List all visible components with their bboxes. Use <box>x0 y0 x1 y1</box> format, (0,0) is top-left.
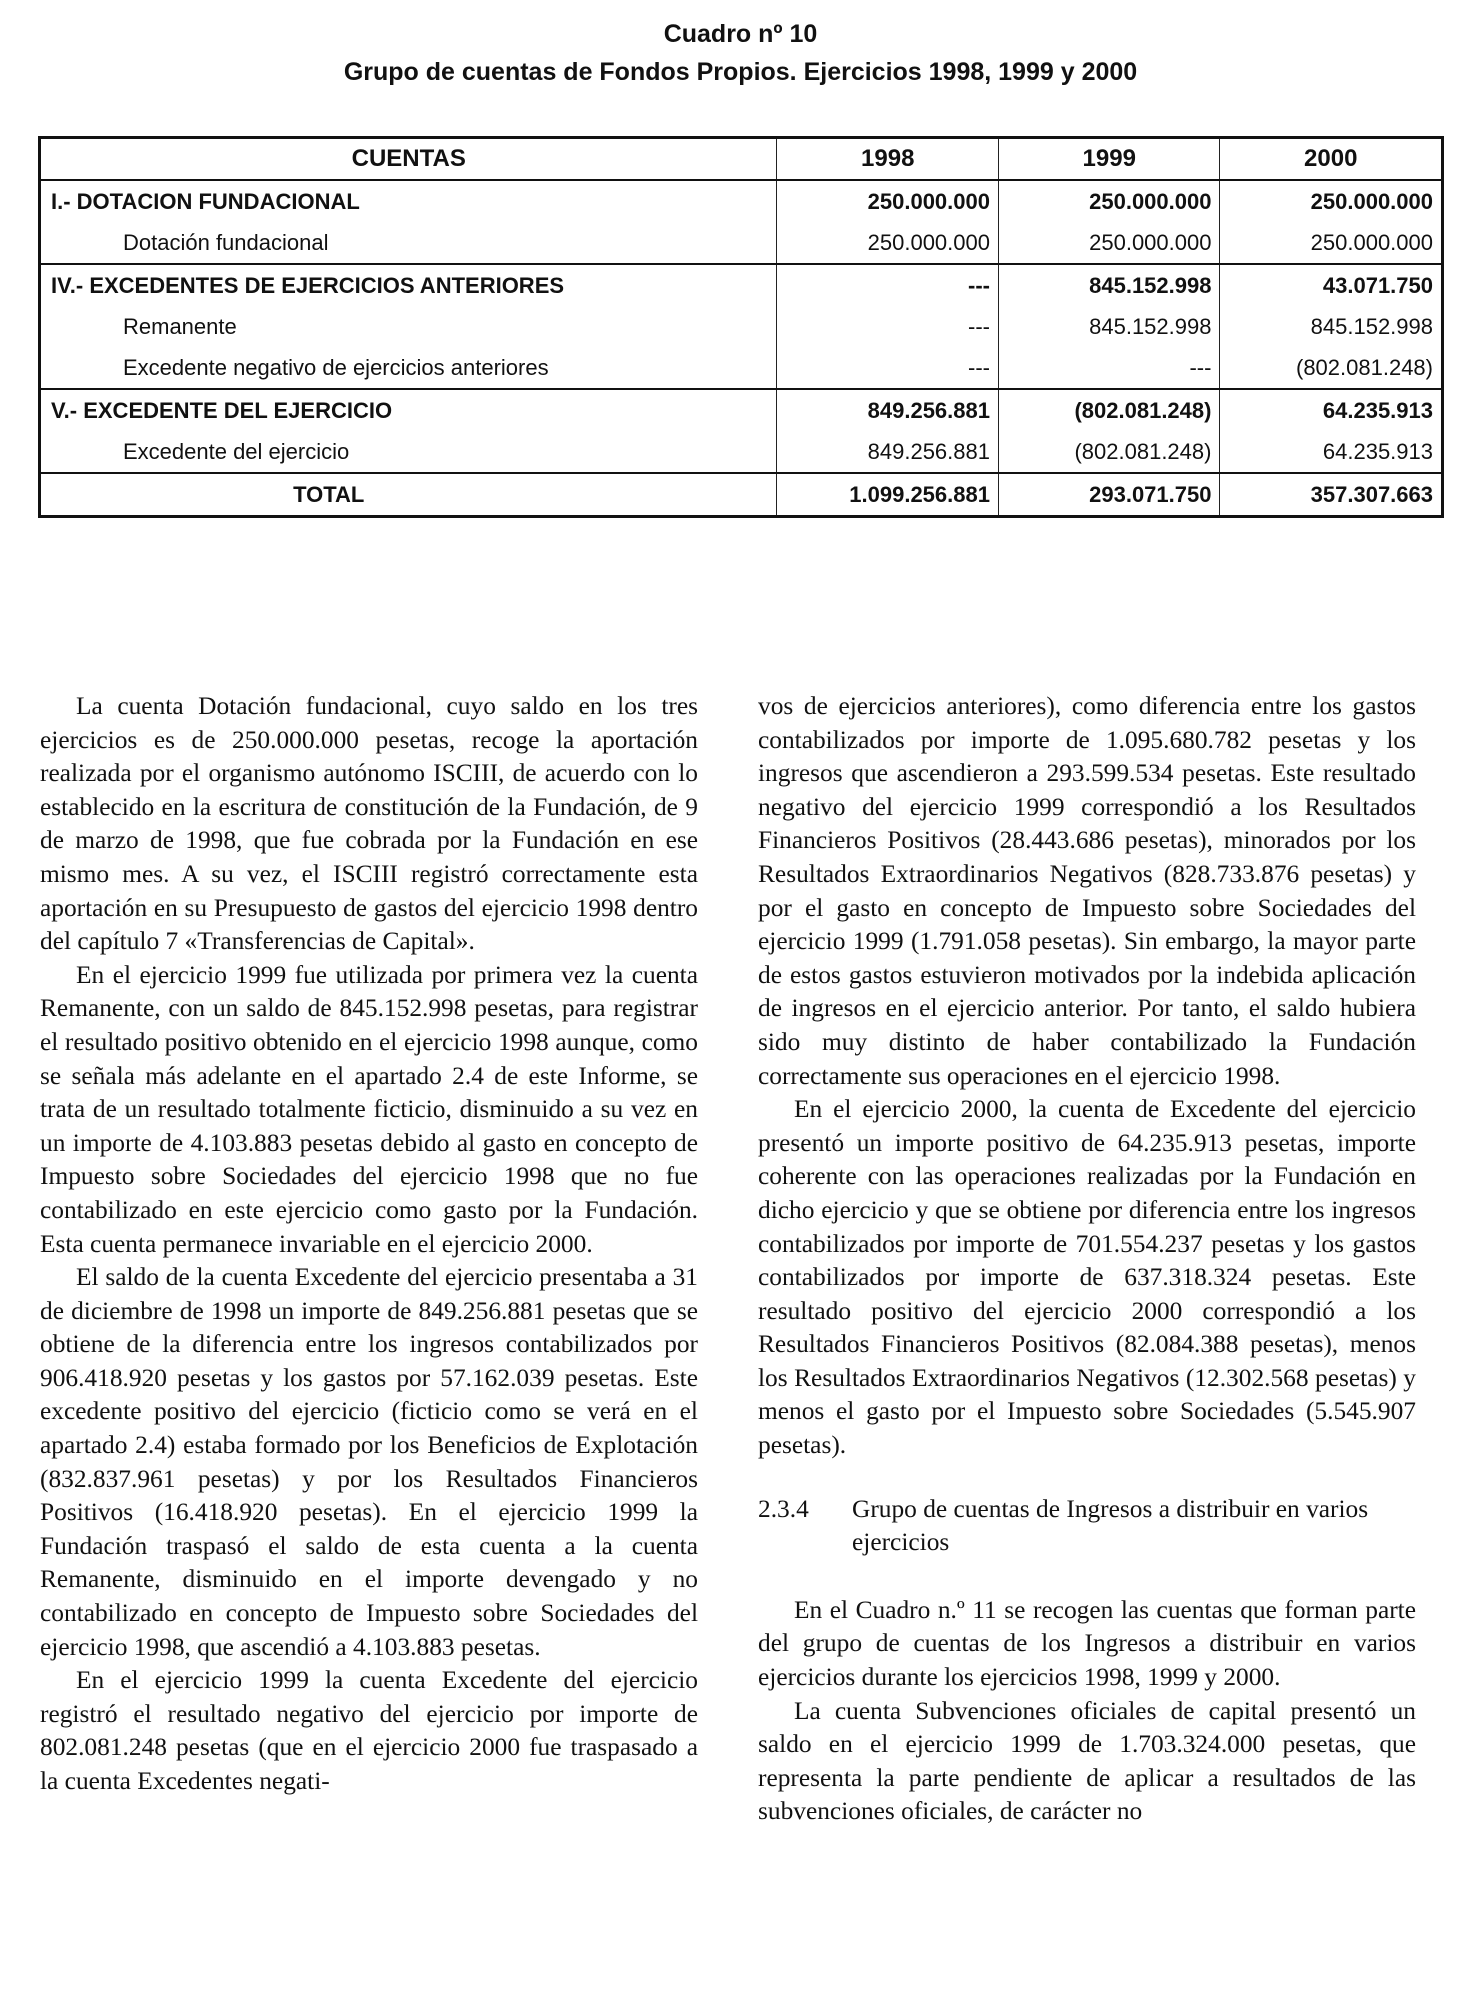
cell-1999: 845.152.998 <box>998 306 1219 347</box>
paragraph: En el ejercicio 2000, la cuenta de Excedente del ejercicio presentó un importe positivo de 64.235.913 pesetas, importe coherente con las operaciones realizadas por la Fundación en dicho ejercicio y que se obtiene por diferencia entre los ingresos contabilizados por importe de 701.554.237 pesetas y los gastos contabilizados por importe de 637.318.324 pesetas. Este resultado positivo del ejercicio 2000 correspondió a los Resultados Financieros Positivos (82.084.388 pesetas), menos los Resultados Extraordinarios Negativos (12.302.568 pesetas) y menos el gasto por el Impuesto sobre Sociedades (5.545.907 pesetas). <box>758 1095 1416 1460</box>
total-2000: 357.307.663 <box>1220 473 1443 517</box>
section-number: 2.3.4 <box>758 1494 809 1523</box>
header-cuentas: CUENTAS <box>40 138 777 181</box>
table-total-row <box>40 473 1443 517</box>
paragraph: En el Cuadro n.º 11 se recogen las cuentas que forman parte del grupo de cuentas de los Ingresos a distribuir en varios ejercicios durante los ejercicios 1998, 1999 y 2000. <box>758 1595 1416 1692</box>
table-caption-subtitle: Grupo de cuentas de Fondos Propios. Ejercicios 1998, 1999 y 2000 <box>343 58 1138 86</box>
right-text-column <box>758 690 1416 1829</box>
paragraph: La cuenta Subvenciones oficiales de capital presentó un saldo en el ejercicio 1999 de 1.703.324.000 pesetas, que representa la parte pendiente de aplicar a resultados de las subvenciones oficiales, de carácter no <box>758 1696 1416 1826</box>
cell-1998: 250.000.000 <box>777 222 999 264</box>
cell-1998: --- <box>777 306 999 347</box>
cell-2000: 250.000.000 <box>1220 222 1443 264</box>
cell-2000: 845.152.998 <box>1220 306 1443 347</box>
left-text-column <box>40 690 698 1799</box>
row-label: V.- EXCEDENTE DEL EJERCICIO <box>40 389 777 431</box>
paragraph: El saldo de la cuenta Excedente del ejercicio presentaba a 31 de diciembre de 1998 un importe de 849.256.881 pesetas que se obtiene de la diferencia entre los ingresos contabilizados por 906.418.920 pesetas y los gastos por 57.162.039 pesetas. Este excedente positivo del ejercicio (ficticio como se verá en el apartado 2.4) estaba formado por los Beneficios de Explotación (832.837.961 pesetas) y por los Resultados Financieros Positivos (16.418.920 pesetas). En el ejercicio 1999 la Fundación traspasó el saldo de esta cuenta a la cuenta Remanente, disminuido en el importe devengado y no contabilizado en concepto de Impuesto sobre Sociedades del ejercicio 1998, que ascendió a 4.103.883 pesetas. <box>40 1263 698 1661</box>
table-row <box>40 222 1443 264</box>
cell-1999: --- <box>998 347 1219 389</box>
total-1999: 293.071.750 <box>998 473 1219 517</box>
paragraph: vos de ejercicios anteriores), como diferencia entre los gastos contabilizados por importe de 1.095.680.782 pesetas y los ingresos que ascendieron a 293.599.534 pesetas. Este resultado negativo del ejercicio 1999 correspondió a los Resultados Financieros Positivos (28.443.686 pesetas), minorados por los Resultados Extraordinarios Negativos (828.733.876 pesetas) y por el gasto en concepto de Impuesto sobre Sociedades del ejercicio 1999 (1.791.058 pesetas). Sin embargo, la mayor parte de estos gastos estuvieron motivados por la indebida aplicación de ingresos en el ejercicio anterior. Por tanto, el saldo hubiera sido muy distinto de haber contabilizado la Fundación correctamente sus operaciones en el ejercicio 1998. <box>758 692 1416 1090</box>
cell-1998: 849.256.881 <box>777 389 999 431</box>
paragraph: En el ejercicio 1999 fue utilizada por primera vez la cuenta Remanente, con un saldo de 845.152.998 pesetas, para registrar el resultado positivo obtenido en el ejercicio 1998 aunque, como se señala más adelante en el apartado 2.4 de este Informe, se trata de un resultado totalmente ficticio, disminuido a su vez en un importe de 4.103.883 pesetas debido al gasto en concepto de Impuesto sobre Sociedades del ejercicio 1998 que no fue contabilizado en este ejercicio como gasto por la Fundación. Esta cuenta permanece invariable en el ejercicio 2000. <box>40 960 698 1258</box>
cell-2000: 43.071.750 <box>1220 264 1443 306</box>
cell-1999: (802.081.248) <box>998 431 1219 473</box>
row-label: Dotación fundacional <box>40 222 777 264</box>
section-title: Grupo de cuentas de Ingresos a distribuir en varios ejercicios <box>852 1494 1369 1557</box>
row-label: Excedente negativo de ejercicios anteriores <box>40 347 777 389</box>
cell-2000: 64.235.913 <box>1220 389 1443 431</box>
table-row <box>40 431 1443 473</box>
table-header-row <box>40 138 1443 181</box>
cell-1999: 845.152.998 <box>998 264 1219 306</box>
cell-1999: (802.081.248) <box>998 389 1219 431</box>
cell-1998: --- <box>777 264 999 306</box>
row-label: Excedente del ejercicio <box>40 431 777 473</box>
paragraph: La cuenta Dotación fundacional, cuyo saldo en los tres ejercicios es de 250.000.000 pesetas, recoge la aportación realizada por el organismo autónomo ISCIII, de acuerdo con lo establecido en la escritura de constitución de la Fundación, de 9 de marzo de 1998, que fue cobrada por la Fundación en ese mismo mes. A su vez, el ISCIII registró correctamente esta aportación en su Presupuesto de gastos del ejercicio 1998 dentro del capítulo 7 «Transferencias de Capital». <box>40 692 698 956</box>
section-heading <box>758 1493 1416 1560</box>
row-label: I.- DOTACION FUNDACIONAL <box>40 180 777 222</box>
cell-1998: 250.000.000 <box>777 180 999 222</box>
table-row <box>40 264 1443 306</box>
header-1999: 1999 <box>998 138 1219 181</box>
cell-2000: (802.081.248) <box>1220 347 1443 389</box>
table-row <box>40 389 1443 431</box>
header-2000: 2000 <box>1220 138 1443 181</box>
total-label: TOTAL <box>40 473 777 517</box>
paragraph: En el ejercicio 1999 la cuenta Excedente del ejercicio registró el resultado negativo del ejercicio por importe de 802.081.248 pesetas (que en el ejercicio 2000 fue traspasado a la cuenta Excedentes negati- <box>40 1666 698 1795</box>
cell-1999: 250.000.000 <box>998 180 1219 222</box>
cell-2000: 250.000.000 <box>1220 180 1443 222</box>
total-1998: 1.099.256.881 <box>777 473 999 517</box>
header-1998: 1998 <box>777 138 999 181</box>
table-row <box>40 347 1443 389</box>
table-caption-title: Cuadro nº 10 <box>663 20 818 48</box>
table-row <box>40 306 1443 347</box>
cell-1998: --- <box>777 347 999 389</box>
cell-1999: 250.000.000 <box>998 222 1219 264</box>
fondos-propios-table <box>38 136 1444 518</box>
cell-2000: 64.235.913 <box>1220 431 1443 473</box>
row-label: IV.- EXCEDENTES DE EJERCICIOS ANTERIORES <box>40 264 777 306</box>
table-row <box>40 180 1443 222</box>
cell-1998: 849.256.881 <box>777 431 999 473</box>
row-label: Remanente <box>40 306 777 347</box>
